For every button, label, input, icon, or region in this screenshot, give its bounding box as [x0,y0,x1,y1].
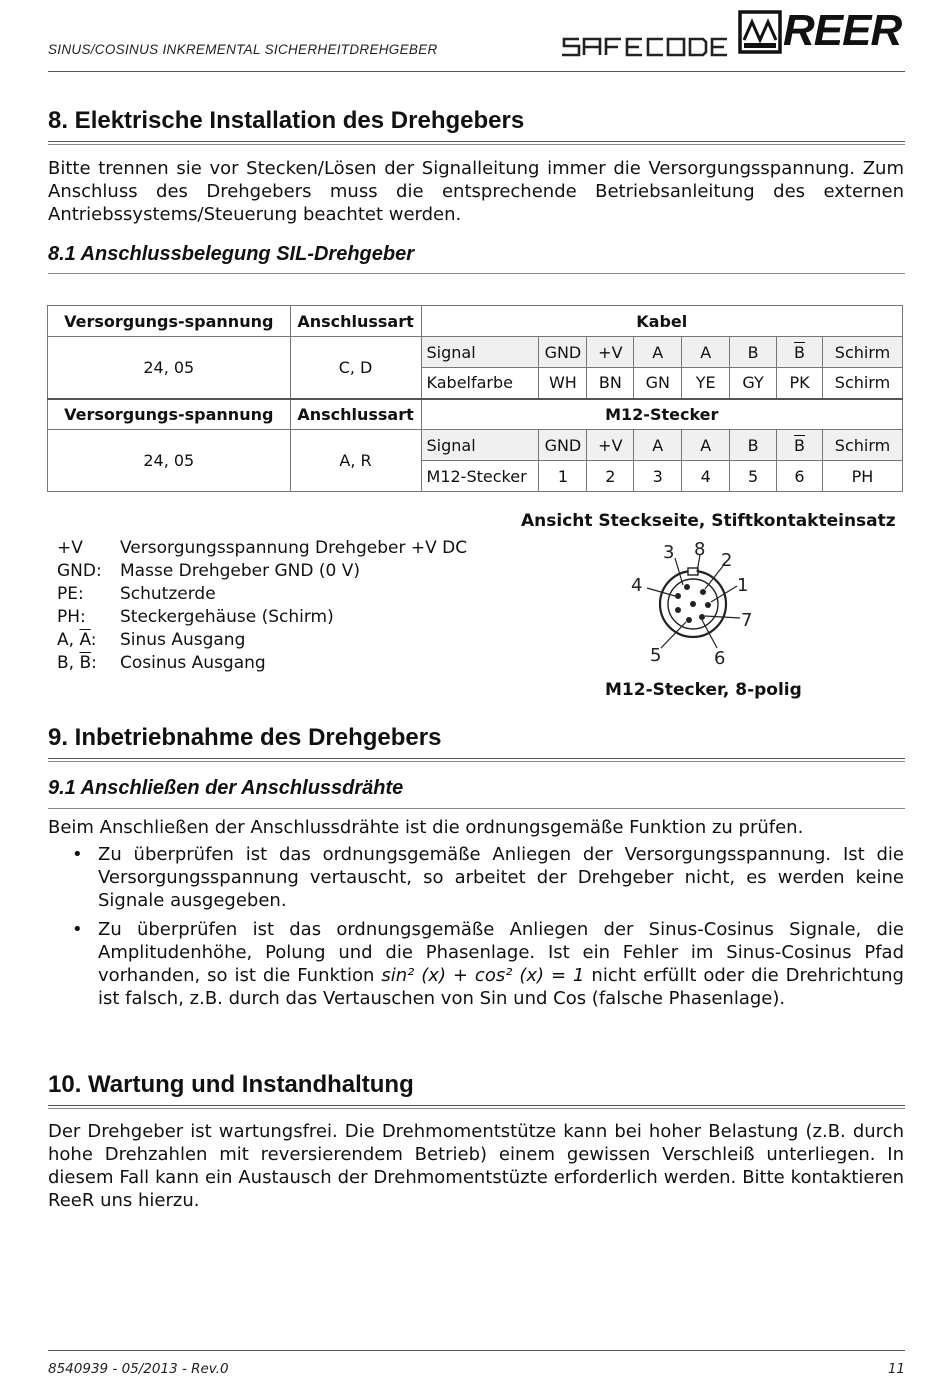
pin-number: 1 [737,575,749,596]
pin-number: 5 [650,645,662,666]
legend-key: +V [57,538,83,558]
section-9-heading: 9. Inbetriebnahme des Drehgebers [48,724,442,751]
legend-value: Schutzerde [120,584,216,604]
list-item [48,918,904,1010]
legend-item [57,652,467,675]
legend-key-part: $\overline{A}$ [79,630,91,650]
signal-cell: $\overline{B}$ [777,430,823,461]
pin-label: M12-Stecker [421,461,539,492]
pin-cell: 4 [682,461,730,492]
pin-number: 8 [694,539,706,560]
section-8-intro: Bitte trennen sie vor Stecken/Lösen der Signalleitung immer die Versorgungsspannung. Zum Anschluss des Drehgebers muss die entsprechende Betriebsanleitung des externen Antriebssystems/Steuerung beachtet werden. [48,158,904,225]
pin-cell: 1 [539,461,587,492]
signal-cell: GND [539,337,587,368]
legend-key: PE: [57,584,84,604]
signal-cell: +V [587,337,634,368]
formula: sin² (x) + cos² (x) = 1 [381,965,585,986]
legend-item [57,560,467,583]
color-cell: GN [634,368,682,399]
legend-key-part: : [90,630,97,650]
header-title: SINUS/COSINUS INKREMENTAL SICHERHEITDREHGEBER [48,42,438,57]
type-cell: A, R [290,430,421,492]
type-cell: C, D [290,337,421,399]
pin-number: 3 [663,542,675,563]
reer-emblem-icon [738,10,782,54]
color-cell: BN [587,368,634,399]
col-supply-header: Versorgungs-spannung [48,399,291,430]
color-label: Kabelfarbe [421,368,539,399]
table-row [48,430,903,461]
signal-cell: $\overline{B}$ [777,337,823,368]
heading-rule [48,1105,905,1109]
color-cell: YE [682,368,730,399]
pin-cell: 6 [777,461,823,492]
pin-number: 6 [714,648,726,668]
table-header-row [48,399,903,430]
section-10-body: Der Drehgeber ist wartungsfrei. Die Drehmomentstütze kann bei hoher Belastung (z.B. durch hohe Drehzahlen mit reversierendem Betrieb) einem gewissen Verschleiß unterliegen. In diesem Fall kann ein Austausch der Drehmomentstüzte erforderlich werden. Bitte kontaktieren ReeR uns hierzu. [48,1121,904,1211]
table-header-row [48,306,903,337]
pin-cell: 2 [587,461,634,492]
list-item-text: nicht erfüllt oder die Drehrichtung ist falsch, z.B. durch das Vertauschen von Sin und Cos (falsche Phasenlage). [98,965,904,1009]
legend-key-part: $\overline{B}$ [79,653,92,673]
col-type-header: Anschlussart [290,399,421,430]
figure-caption: M12-Stecker, 8-polig [605,680,802,700]
reer-logo-text: REER [783,6,902,55]
legend-item [57,537,467,560]
legend-value: Versorgungsspannung Drehgeber +V DC [120,538,468,558]
pin-cell: PH [822,461,902,492]
signal-label: Signal [421,430,539,461]
color-cell: Schirm [822,368,902,399]
check-list [48,843,904,1016]
signal-cell: Schirm [822,337,902,368]
pin-number: 2 [721,550,733,571]
pin-number: 7 [741,610,753,631]
m12-connector-diagram [625,538,765,668]
pin-assignment-table [47,305,903,492]
color-cell: PK [777,368,823,399]
signal-cell: A [634,430,682,461]
col-cable-header: Kabel [421,306,902,337]
pin-number: 4 [631,575,643,596]
signal-cell: A [682,337,730,368]
legend-value: Masse Drehgeber GND (0 V) [120,561,360,581]
pin-cell: 3 [634,461,682,492]
legend-key [57,629,120,652]
section-10-heading: 10. Wartung und Instandhaltung [48,1071,414,1098]
legend-key [57,652,120,675]
list-item: • Zu überprüfen ist das ordnungsgemäße Anliegen der Versorgungsspannung. Ist die Versorgungsspannung vertauscht, so arbeitet der Drehgeber nicht, es werden keine Signale ausgegeben. [48,843,904,912]
legend-key: GND: [57,561,102,581]
list-item-text: Zu überprüfen ist das ordnungsgemäße Anliegen der Sinus-Cosinus Signale, die Amplitudenhöhe, Polung und die Phasenlage. Ist ein Fehler im Sinus-Cosinus Pfad vorhanden, so ist die Funktion [98,919,904,986]
figure-title: Ansicht Steckseite, Stiftkontakteinsatz [521,511,896,531]
col-type-header: Anschlussart [290,306,421,337]
safecoder-logo [561,36,733,58]
heading-rule [48,141,905,145]
legend-item [57,583,467,606]
signal-cell: A [682,430,730,461]
section-8-heading: 8. Elektrische Installation des Drehgebers [48,107,525,134]
section-8-1-heading: 8.1 Anschlussbelegung SIL-Drehgeber [48,243,415,265]
color-cell: WH [539,368,587,399]
col-supply-header: Versorgungs-spannung [48,306,291,337]
legend-item [57,606,467,629]
signal-cell: B [730,337,777,368]
supply-cell: 24, 05 [48,430,291,492]
legend-item [57,629,467,652]
signal-cell: B [730,430,777,461]
subheading-rule [48,273,905,274]
legend-key-part: : [91,653,97,673]
section-9-1-heading: 9.1 Anschließen der Anschlussdrähte [48,777,404,799]
signal-cell: A [634,337,682,368]
color-cell: GY [730,368,777,399]
heading-rule [48,758,905,762]
col-m12-header: M12-Stecker [421,399,902,430]
page-footer [48,1350,905,1377]
supply-cell: 24, 05 [48,337,291,399]
pin-cell: 5 [730,461,777,492]
signal-cell: Schirm [822,430,902,461]
legend-key-part: A, [57,630,80,650]
legend-value: Cosinus Ausgang [120,653,266,673]
table-row [48,337,903,368]
signal-cell: +V [587,430,634,461]
section-9-intro: Beim Anschließen der Anschlussdrähte ist die ordnungsgemäße Funktion zu prüfen. [48,817,804,838]
signal-cell: GND [539,430,587,461]
document-id: 8540939 - 05/2013 - Rev.0 [48,1361,229,1377]
page-header [48,6,905,72]
legend-key: PH: [57,607,86,627]
subheading-rule [48,808,905,809]
legend-value: Steckergehäuse (Schirm) [120,607,334,627]
signal-legend [57,537,467,675]
page-number: 11 [887,1361,905,1377]
legend-key-part: B, [57,653,80,673]
signal-label: Signal [421,337,539,368]
legend-value: Sinus Ausgang [120,630,246,650]
